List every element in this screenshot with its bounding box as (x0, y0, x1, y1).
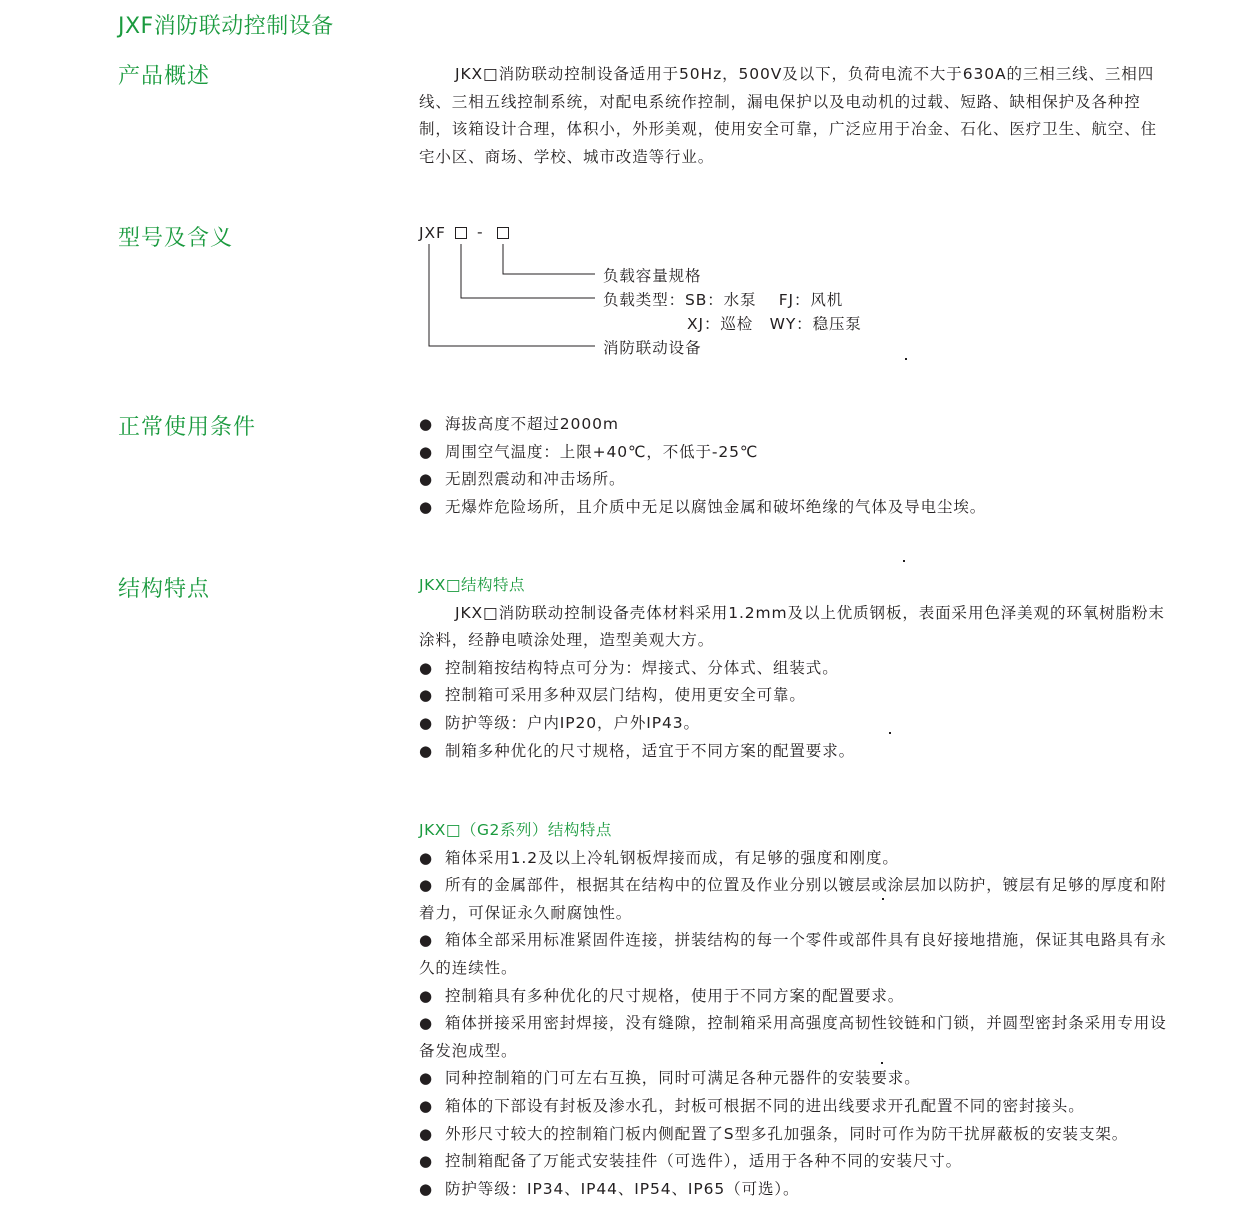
model-dash: - (477, 223, 484, 241)
model-line-capacity (503, 244, 595, 274)
list-item: ● 控制箱按结构特点可分为：焊接式、分体式、组装式。 (419, 655, 1169, 683)
model-box-2-outline (498, 228, 509, 239)
structure-sub2 (419, 817, 1169, 1203)
bullet-icon: ● (419, 415, 433, 433)
model-device-label: 消防联动设备 (603, 339, 702, 357)
list-item: ● 外形尺寸较大的控制箱门板内侧配置了S型多孔加强条，同时可作为防干扰屏蔽板的安装支架。 (419, 1121, 1169, 1149)
bullet-icon: ● (419, 497, 433, 516)
bullet-icon: ● (419, 1179, 433, 1198)
list-item: ● 箱体的下部设有封板及渗水孔，封板可根据不同的进出线要求开孔配置不同的密封接头。 (419, 1093, 1169, 1121)
bullet-icon: ● (419, 470, 433, 489)
list-item: ● 箱体拼接采用密封焊接，没有缝隙，控制箱采用高强度高韧性铰链和门锁，并圆型密封条采用专用设备发泡成型。 (419, 1010, 1169, 1065)
list-item: ● 防护等级：户内IP20，户外IP43。 (419, 710, 1169, 738)
structure-sub1-intro: JKX□消防联动控制设备壳体材料采用1.2mm及以上优质钢板，表面采用色泽美观的环氧树脂粉末涂料，经静电喷涂处理，造型美观大方。 (419, 603, 1165, 650)
section-title-overview: 产品概述 (118, 64, 211, 89)
scan-speck (882, 898, 884, 900)
bullet-icon: ● (419, 442, 433, 461)
model-box-1-outline (456, 228, 467, 239)
bullet-icon: ● (419, 848, 433, 867)
scan-speck (905, 358, 907, 360)
page-title: JXF消防联动控制设备 (118, 14, 334, 39)
bullet-icon: ● (419, 713, 433, 732)
bullet-icon: ● (419, 741, 433, 760)
list-item: ● 制箱多种优化的尺寸规格，适宜于不同方案的配置要求。 (419, 738, 1169, 766)
bullet-icon: ● (419, 1124, 433, 1143)
bullet-icon: ● (419, 986, 433, 1005)
model-type-label-2: XJ：巡检 WY：稳压泵 (687, 315, 862, 333)
list-item: ● 控制箱可采用多种双层门结构，使用更安全可靠。 (419, 682, 1169, 710)
list-item: ● 海拔高度不超过2000m (419, 411, 1169, 439)
overview-body (419, 61, 1169, 171)
model-type-label: 负载类型：SB：水泵 FJ：风机 (603, 291, 844, 309)
bullet-icon: ● (419, 686, 433, 705)
model-capacity-label: 负载容量规格 (603, 267, 702, 285)
bullet-icon: ● (419, 1096, 433, 1115)
bullet-icon: ● (419, 1069, 433, 1088)
bullet-icon: ● (419, 876, 433, 895)
model-line-type (461, 244, 595, 298)
section-title-conditions: 正常使用条件 (118, 415, 257, 440)
model-diagram (419, 222, 899, 362)
conditions-list (419, 411, 1169, 521)
overview-paragraph: JKX□消防联动控制设备适用于50Hz，500V及以下，负荷电流不大于630A的三相三线、三相四线、三相五线控制系统，对配电系统作控制，漏电保护以及电动机的过载、短路、缺相保护及各种控制，该箱设计合理，体积小，外形美观，使用安全可靠，广泛应用于冶金、石化、医疗卫生、航空、住宅小区、商场、学校、城市改造等行业。 (419, 65, 1158, 166)
structure-sub2-heading: JKX□（G2系列）结构特点 (419, 821, 612, 839)
list-item: ● 箱体全部采用标准紧固件连接，拼装结构的每一个零件或部件具有良好接地措施，保证其电路具有永久的连续性。 (419, 927, 1169, 982)
bullet-icon: ● (419, 1014, 433, 1033)
list-item: ● 控制箱配备了万能式安装挂件（可选件），适用于各种不同的安装尺寸。 (419, 1148, 1169, 1176)
list-item: ● 周围空气温度：上限+40℃，不低于-25℃ (419, 439, 1169, 467)
structure-sub1-heading: JKX□结构特点 (419, 576, 525, 594)
list-item: ● 所有的金属部件，根据其在结构中的位置及作业分别以镀层或涂层加以防护，镀层有足够的厚度和附着力，可保证永久耐腐蚀性。 (419, 872, 1169, 927)
list-item: ● 同种控制箱的门可左右互换，同时可满足各种元器件的安装要求。 (419, 1065, 1169, 1093)
scan-speck (881, 1062, 883, 1064)
list-item: ● 防护等级：IP34、IP44、IP54、IP65（可选）。 (419, 1176, 1169, 1204)
list-item: ● 箱体采用1.2及以上冷轧钢板焊接而成，有足够的强度和刚度。 (419, 845, 1169, 873)
list-item: ● 无剧烈震动和冲击场所。 (419, 466, 1169, 494)
model-code: JXF (419, 224, 446, 242)
section-title-model: 型号及含义 (118, 226, 234, 251)
scan-speck (889, 732, 891, 734)
list-item: ● 无爆炸危险场所，且介质中无足以腐蚀金属和破坏绝缘的气体及导电尘埃。 (419, 494, 1169, 522)
section-title-structure: 结构特点 (118, 577, 211, 602)
model-line-device (429, 244, 595, 346)
bullet-icon: ● (419, 1152, 433, 1171)
bullet-icon: ● (419, 658, 433, 677)
scan-speck (903, 560, 905, 562)
structure-sub1 (419, 572, 1169, 765)
list-item: ● 控制箱具有多种优化的尺寸规格，使用于不同方案的配置要求。 (419, 983, 1169, 1011)
bullet-icon: ● (419, 931, 433, 950)
